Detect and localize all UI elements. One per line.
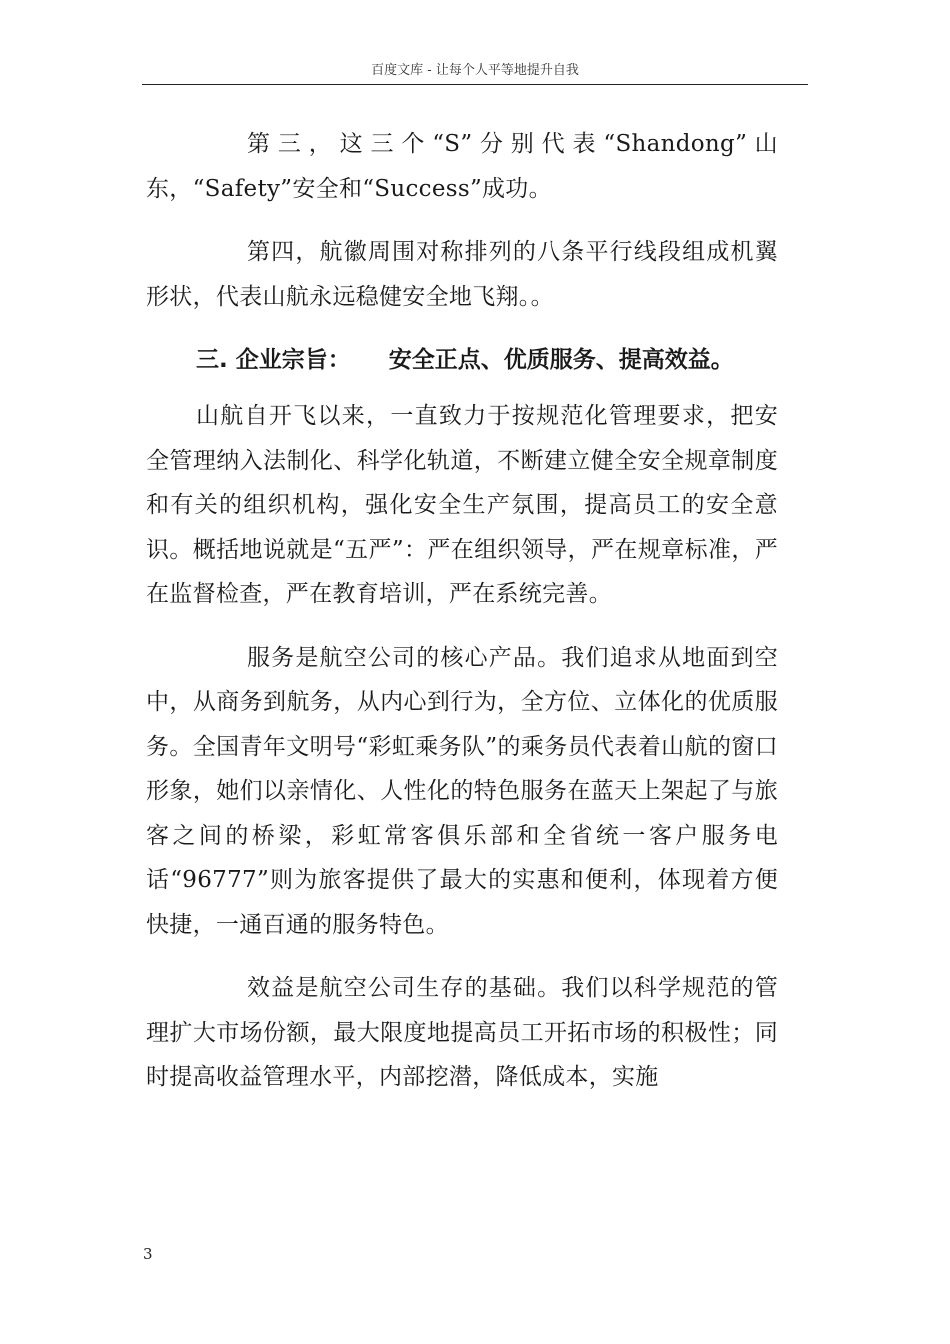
paragraph-safety-management: 山航自开飞以来，一直致力于按规范化管理要求，把安全管理纳入法制化、科学化轨道，不断建立健全安全规章制度和有关的组织机构，强化安全生产氛围，提高员工的安全意识。概括地说就是“五严”：严在组织领导，严在规章标准，严在监督检查，严在教育培训，严在系统完善。 bbox=[146, 403, 778, 607]
page-header bbox=[142, 62, 808, 84]
section-heading-label: 三. 企业宗旨： bbox=[196, 347, 351, 373]
page-number: 3 bbox=[143, 1245, 153, 1263]
paragraph-eight-lines-meaning: 第四，航徽周围对称排列的八条平行线段组成机翼形状，代表山航永远稳健安全地飞翔。。 bbox=[146, 239, 778, 310]
paragraph-spacer bbox=[146, 319, 778, 338]
header-text: 百度文库 - 让每个人平等地提升自我 bbox=[371, 63, 579, 78]
paragraph-spacer bbox=[146, 211, 778, 230]
paragraph-service: 服务是航空公司的核心产品。我们追求从地面到空中，从商务到航务，从内心到行为，全方位、立体化的优质服务。全国青年文明号“彩虹乘务队”的乘务员代表着山航的窗口形象，她们以亲情化、人性化的特色服务在蓝天上架起了与旅客之间的桥梁，彩虹常客俱乐部和全省统一客户服务电话“96777”则为旅客提供了最大的实惠和便利，体现着方便快捷，一通百通的服务特色。 bbox=[146, 644, 778, 938]
section-heading-enterprise-purpose bbox=[146, 338, 778, 382]
paragraph-three-s-meaning: 第三，这三个“S”分别代表“Shandong”山东，“Safety”安全和“Success”成功。 bbox=[146, 131, 778, 202]
paragraph-spacer bbox=[146, 382, 778, 394]
paragraph-spacer bbox=[146, 617, 778, 636]
document-body bbox=[146, 122, 778, 1100]
paragraph-spacer bbox=[146, 947, 778, 966]
header-divider bbox=[142, 84, 808, 85]
section-heading-value: 安全正点、优质服务、提高效益。 bbox=[388, 347, 734, 373]
paragraph-efficiency: 效益是航空公司生存的基础。我们以科学规范的管理扩大市场份额，最大限度地提高员工开拓市场的积极性；同时提高收益管理水平，内部挖潜，降低成本，实施 bbox=[146, 975, 778, 1090]
